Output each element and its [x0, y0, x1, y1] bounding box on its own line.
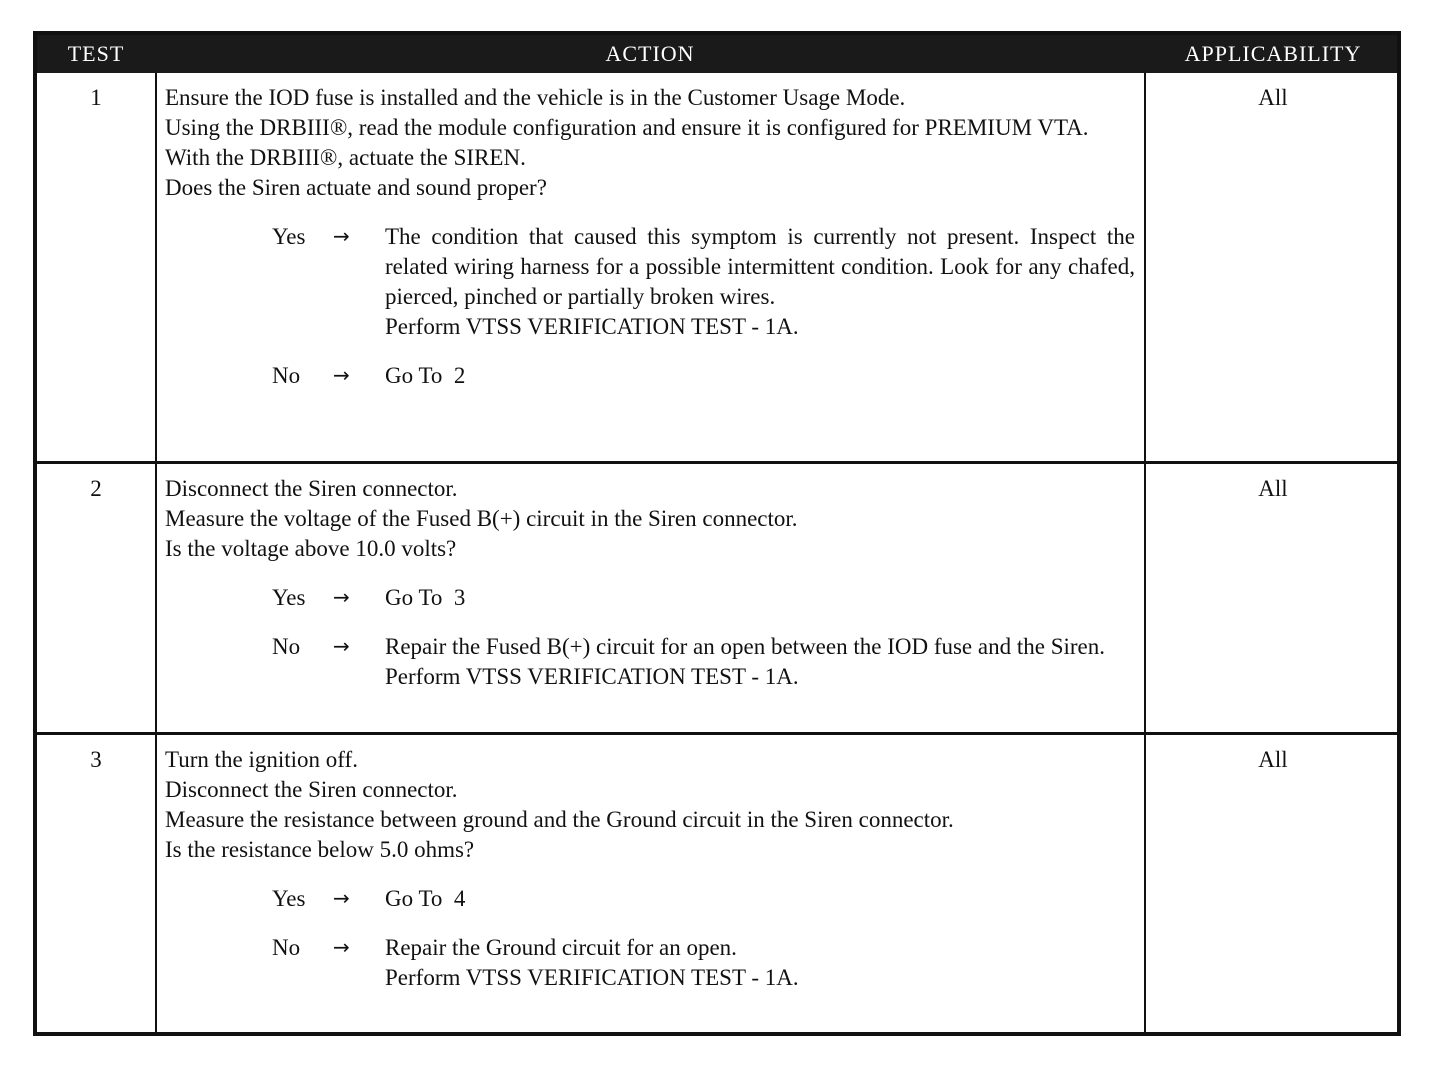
yes-line: Go To 3 — [385, 585, 466, 610]
action-line: Measure the resistance between ground and the Ground circuit in the Siren connector. — [165, 807, 954, 832]
no-line: Repair the Fused B(+) circuit for an open between the IOD fuse and the Siren. — [385, 634, 1105, 659]
no-label: No — [272, 634, 301, 659]
test-number: 2 — [90, 476, 102, 501]
no-label: No — [272, 935, 301, 960]
action-line: Using the DRBIII®, read the module configuration and ensure it is configured for PREMIUM VTA. — [165, 115, 1089, 140]
action-line: Measure the voltage of the Fused B(+) circuit in the Siren connector. — [165, 506, 798, 531]
yes-branch — [165, 884, 1135, 914]
test-number: 3 — [90, 747, 102, 772]
table-row — [37, 464, 1397, 732]
arrow-icon: → — [333, 634, 350, 658]
no-branch — [165, 632, 1135, 692]
no-line: Perform VTSS VERIFICATION TEST - 1A. — [385, 664, 799, 689]
yes-label: Yes — [272, 585, 306, 610]
action-line: Turn the ignition off. — [165, 747, 358, 772]
yes-label: Yes — [272, 224, 306, 249]
applicability-cell: All — [1258, 476, 1288, 501]
action-line: Ensure the IOD fuse is installed and the vehicle is in the Customer Usage Mode. — [165, 85, 906, 110]
arrow-icon: → — [333, 935, 350, 959]
action-cell — [165, 474, 1135, 692]
yes-label: Yes — [272, 886, 306, 911]
no-line: Perform VTSS VERIFICATION TEST - 1A. — [385, 965, 799, 990]
no-label: No — [272, 363, 301, 388]
arrow-icon: → — [333, 363, 350, 387]
action-cell — [165, 745, 1135, 993]
action-line: Is the voltage above 10.0 volts? — [165, 536, 457, 561]
table-row — [37, 735, 1397, 1033]
yes-line: Go To 4 — [385, 886, 466, 911]
no-line: Repair the Ground circuit for an open. — [385, 935, 737, 960]
no-branch — [165, 933, 1135, 993]
action-line: Is the resistance below 5.0 ohms? — [165, 837, 475, 862]
applicability-cell: All — [1258, 85, 1288, 110]
arrow-icon: → — [333, 886, 350, 910]
arrow-icon: → — [333, 585, 350, 609]
no-line: Go To 2 — [385, 363, 466, 388]
test-number: 1 — [90, 85, 102, 110]
action-line: Does the Siren actuate and sound proper? — [165, 175, 547, 200]
no-branch — [165, 361, 1135, 391]
action-line: With the DRBIII®, actuate the SIREN. — [165, 145, 526, 170]
header-action: ACTION — [605, 41, 695, 66]
table-row — [37, 73, 1397, 461]
yes-branch — [165, 583, 1135, 613]
action-line: Disconnect the Siren connector. — [165, 476, 458, 501]
header-test: TEST — [67, 41, 125, 66]
arrow-icon: → — [333, 224, 350, 248]
action-line: Disconnect the Siren connector. — [165, 777, 458, 802]
table-header — [37, 35, 1397, 73]
yes-line: The condition that caused this symptom is currently not present. Inspect the related wiring harness for a possible intermittent condition. Look for any chafed, pierced, pinched or partially broken wires. — [385, 224, 1135, 309]
applicability-cell: All — [1258, 747, 1288, 772]
yes-branch — [165, 222, 1135, 342]
yes-line: Perform VTSS VERIFICATION TEST - 1A. — [385, 314, 799, 339]
diagnostic-table — [33, 31, 1401, 1036]
header-applicability: APPLICABILITY — [1184, 41, 1362, 66]
action-cell — [165, 83, 1135, 391]
